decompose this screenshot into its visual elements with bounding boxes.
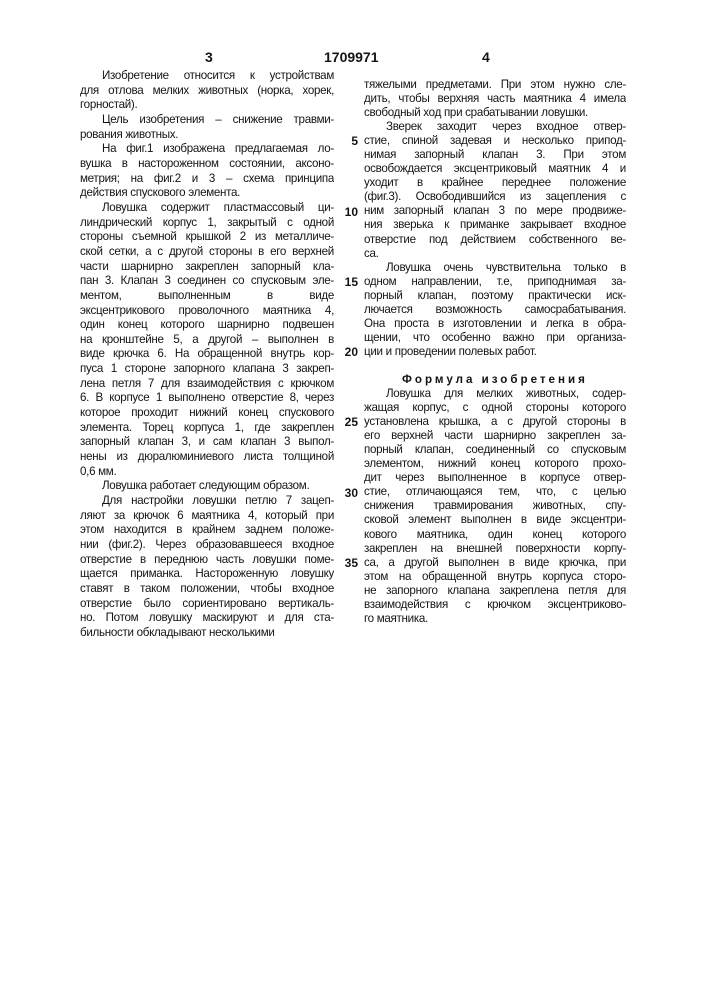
text-line: (фиг.3). Освободившийся из зацепления с xyxy=(364,190,626,204)
text-line: дит через выполненное в корпусе отвер- xyxy=(364,471,626,485)
text-line: дить, чтобы верхняя часть маятника 4 имела xyxy=(364,92,626,106)
page-number-left: 3 xyxy=(205,49,213,65)
text-line: щается приманка. Настороженную ловушку xyxy=(80,567,334,582)
text-line: ции и проведении полевых работ. xyxy=(364,345,626,359)
text-line: не запорного клапана закреплена петля для xyxy=(364,584,626,598)
line-number: 25 xyxy=(338,415,358,429)
patent-number: 1709971 xyxy=(324,49,379,65)
text-line: освобождается эксцентриковый маятник 4 и xyxy=(364,162,626,176)
text-line: сковой элемент выполнен в виде эксцентри- xyxy=(364,513,626,527)
text-line: один конец которого шарнирно подвешен xyxy=(80,318,334,333)
text-line: пан 3. Клапан 3 соединен со спусковым эле- xyxy=(80,274,334,289)
text-line: стие, спиной задевая и несколько припод- xyxy=(364,134,626,148)
text-line: рования животных. xyxy=(80,128,334,143)
text-line: На фиг.1 изображена предлагаемая ло- xyxy=(80,142,334,157)
text-line: ляют за крючок 6 маятника 4, который при xyxy=(80,509,334,524)
text-line: одном направлении, т.е, приподнимая за- xyxy=(364,275,626,289)
text-line: его верхней части шарнирно закреплен за- xyxy=(364,429,626,443)
text-line: установлена крышка, а с другой стороны в xyxy=(364,415,626,429)
text-line: снижения травмирования животных, спу- xyxy=(364,499,626,513)
text-line: пуса 1 стороне запорного клапана 3 закреп- xyxy=(80,362,334,377)
text-line: для отлова мелких животных (норка, хорек, xyxy=(80,84,334,99)
text-line: на кронштейне 5, а другой – выполнен в xyxy=(80,333,334,348)
text-line: свободный ход при срабатывании ловушки. xyxy=(364,106,626,120)
text-line: линдрический корпус 1, закрытый с одной xyxy=(80,216,334,231)
text-line: закреплен на внешней поверхности корпу- xyxy=(364,542,626,556)
page-number-right: 4 xyxy=(482,49,490,65)
text-line: отверстие под действием собственного ве- xyxy=(364,233,626,247)
text-line: стороны съемной крышкой 2 из металличе- xyxy=(80,230,334,245)
blank-line xyxy=(364,359,626,373)
text-line: Ловушка для мелких животных, содер- xyxy=(364,387,626,401)
text-line: ним запорный клапан 3 по мере продвиже- xyxy=(364,204,626,218)
text-line: Изобретение относится к устройствам xyxy=(80,69,334,84)
right-column xyxy=(364,78,626,626)
text-line: взаимодействия с крючком эксцентриково- xyxy=(364,598,626,612)
text-line: ментом, выполненным в виде xyxy=(80,289,334,304)
text-line: нии (фиг.2). Через образовавшееся входное xyxy=(80,538,334,553)
text-line: запорный клапан 3, и сам клапан 3 выпол- xyxy=(80,435,334,450)
left-column xyxy=(80,69,334,641)
text-line: Зверек заходит через входное отвер- xyxy=(364,120,626,134)
text-line: порный клапан, соединенный со спусковым xyxy=(364,443,626,457)
text-line: ния зверька к приманке закрывает входное xyxy=(364,218,626,232)
line-number: 15 xyxy=(338,275,358,289)
text-line: горностай). xyxy=(80,98,334,113)
text-line: эксцентрикового проволочного маятника 4, xyxy=(80,304,334,319)
claims-heading: Формула изобретения xyxy=(364,373,626,387)
text-line: жащая корпус, с одной стороны которого xyxy=(364,401,626,415)
text-line: части шарнирно закреплен запорный кла- xyxy=(80,260,334,275)
text-line: элементом, нижний конец которого прохо- xyxy=(364,457,626,471)
text-line: 6. В корпусе 1 выполнено отверстие 8, через xyxy=(80,391,334,406)
text-line: этом находится в крайнем заднем положе- xyxy=(80,523,334,538)
text-line: этом на обращенной внутрь корпуса сторо- xyxy=(364,570,626,584)
text-line: са, а другой выполнен в виде крючка, при xyxy=(364,556,626,570)
text-line: виде крючка 6. На обращенной внутрь кор- xyxy=(80,347,334,362)
text-line: тяжелыми предметами. При этом нужно сле- xyxy=(364,78,626,92)
line-number: 30 xyxy=(338,486,358,500)
line-number: 20 xyxy=(338,345,358,359)
text-line: кового маятника, один конец которого xyxy=(364,528,626,542)
text-line: элемента. Торец корпуса 1, где закреплен xyxy=(80,421,334,436)
text-line: отверстие было сориентировано вертикаль- xyxy=(80,597,334,612)
text-line: нимая запорный клапан 3. При этом xyxy=(364,148,626,162)
text-line: стие, отличающаяся тем, что, с целью xyxy=(364,485,626,499)
text-line: са. xyxy=(364,247,626,261)
text-line: Ловушка работает следующим образом. xyxy=(80,479,334,494)
line-number: 10 xyxy=(338,205,358,219)
line-number: 35 xyxy=(338,556,358,570)
text-line: нены из дюралюминиевого листа толщиной xyxy=(80,450,334,465)
text-line: Цель изобретения – снижение травми- xyxy=(80,113,334,128)
text-line: порный клапан, поэтому практически иск- xyxy=(364,289,626,303)
text-line: лена петля 7 для взаимодействия с крючком xyxy=(80,377,334,392)
text-line: бильности обкладывают несколькими xyxy=(80,626,334,641)
text-line: отверстие в переднюю часть ловушки поме- xyxy=(80,553,334,568)
text-line: Ловушка содержит пластмассовый ци- xyxy=(80,201,334,216)
text-line: го маятника. xyxy=(364,612,626,626)
text-line: Ловушка очень чувствительна только в xyxy=(364,261,626,275)
text-line: действия спускового элемента. xyxy=(80,186,334,201)
text-line: ставят в таком положении, чтобы входное xyxy=(80,582,334,597)
text-line: ской сетки, а с другой стороны в его верхней xyxy=(80,245,334,260)
text-line: Для настройки ловушки петлю 7 зацеп- xyxy=(80,494,334,509)
text-line: щении, что особенно важно при организа- xyxy=(364,331,626,345)
text-line: метрия; на фиг.2 и 3 – схема принципа xyxy=(80,172,334,187)
text-line: уходит в крайнее переднее положение xyxy=(364,176,626,190)
text-line: которое проходит нижний конец спускового xyxy=(80,406,334,421)
text-line: 0,6 мм. xyxy=(80,465,334,480)
text-line: вушка в настороженном состоянии, аксоно- xyxy=(80,157,334,172)
text-line: лючается возможность самосрабатывания. xyxy=(364,303,626,317)
text-line: Она проста в изготовлении и легка в обра- xyxy=(364,317,626,331)
line-number: 5 xyxy=(338,134,358,148)
text-line: но. Потом ловушку маскируют и для ста- xyxy=(80,611,334,626)
